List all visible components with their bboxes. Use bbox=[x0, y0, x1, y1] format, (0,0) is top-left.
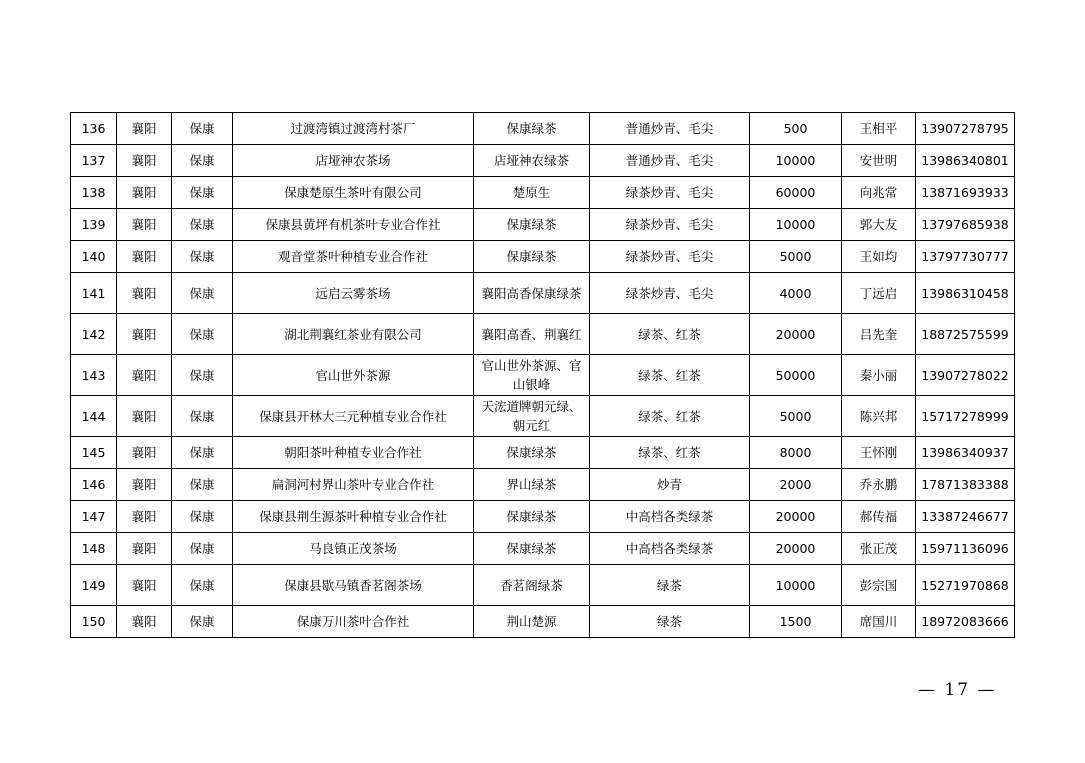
output-cell: 5000 bbox=[750, 241, 842, 273]
row-number: 145 bbox=[71, 437, 117, 469]
table-row bbox=[71, 355, 1015, 396]
county-cell: 保康 bbox=[172, 113, 233, 145]
row-number: 136 bbox=[71, 113, 117, 145]
row-number: 142 bbox=[71, 314, 117, 355]
contact-cell: 安世明 bbox=[842, 145, 916, 177]
table-row bbox=[71, 314, 1015, 355]
county-cell: 保康 bbox=[172, 355, 233, 396]
row-number: 144 bbox=[71, 396, 117, 437]
brand-cell: 襄阳高香保康绿茶 bbox=[474, 273, 590, 314]
phone-cell: 13871693933 bbox=[916, 177, 1015, 209]
county-cell: 保康 bbox=[172, 469, 233, 501]
enterprise-name-cell: 官山世外茶源 bbox=[233, 355, 474, 396]
county-cell: 保康 bbox=[172, 241, 233, 273]
table-row bbox=[71, 533, 1015, 565]
city-cell: 襄阳 bbox=[117, 533, 172, 565]
table-row bbox=[71, 241, 1015, 273]
row-number: 137 bbox=[71, 145, 117, 177]
phone-cell: 13986340937 bbox=[916, 437, 1015, 469]
row-number: 146 bbox=[71, 469, 117, 501]
contact-cell: 陈兴邦 bbox=[842, 396, 916, 437]
table-row bbox=[71, 469, 1015, 501]
phone-cell: 18872575599 bbox=[916, 314, 1015, 355]
phone-cell: 17871383388 bbox=[916, 469, 1015, 501]
contact-cell: 席国川 bbox=[842, 606, 916, 638]
enterprise-name-cell: 湖北荆襄红茶业有限公司 bbox=[233, 314, 474, 355]
table-row bbox=[71, 273, 1015, 314]
output-cell: 20000 bbox=[750, 501, 842, 533]
row-number: 143 bbox=[71, 355, 117, 396]
product-cell: 绿茶、红茶 bbox=[590, 314, 750, 355]
county-cell: 保康 bbox=[172, 606, 233, 638]
brand-cell: 襄阳高香、荆襄红 bbox=[474, 314, 590, 355]
brand-cell: 保康绿茶 bbox=[474, 113, 590, 145]
phone-cell: 13907278022 bbox=[916, 355, 1015, 396]
enterprise-name-cell: 观音堂茶叶种植专业合作社 bbox=[233, 241, 474, 273]
product-cell: 绿茶炒青、毛尖 bbox=[590, 177, 750, 209]
enterprise-name-cell: 保康县歇马镇香茗阁茶场 bbox=[233, 565, 474, 606]
product-cell: 绿茶 bbox=[590, 565, 750, 606]
enterprise-name-cell: 保康县黄坪有机茶叶专业合作社 bbox=[233, 209, 474, 241]
phone-cell: 15717278999 bbox=[916, 396, 1015, 437]
contact-cell: 王如均 bbox=[842, 241, 916, 273]
phone-cell: 13797685938 bbox=[916, 209, 1015, 241]
city-cell: 襄阳 bbox=[117, 314, 172, 355]
table-row bbox=[71, 606, 1015, 638]
enterprise-name-cell: 马良镇正茂茶场 bbox=[233, 533, 474, 565]
row-number: 148 bbox=[71, 533, 117, 565]
output-cell: 4000 bbox=[750, 273, 842, 314]
brand-cell: 官山世外茶源、官山银峰 bbox=[474, 355, 590, 396]
tea-enterprise-table bbox=[70, 112, 1015, 638]
product-cell: 中高档各类绿茶 bbox=[590, 533, 750, 565]
contact-cell: 向兆常 bbox=[842, 177, 916, 209]
table-row bbox=[71, 145, 1015, 177]
city-cell: 襄阳 bbox=[117, 501, 172, 533]
product-cell: 炒青 bbox=[590, 469, 750, 501]
city-cell: 襄阳 bbox=[117, 396, 172, 437]
phone-cell: 13797730777 bbox=[916, 241, 1015, 273]
output-cell: 20000 bbox=[750, 314, 842, 355]
row-number: 149 bbox=[71, 565, 117, 606]
enterprise-name-cell: 保康万川茶叶合作社 bbox=[233, 606, 474, 638]
output-cell: 20000 bbox=[750, 533, 842, 565]
brand-cell: 楚原生 bbox=[474, 177, 590, 209]
row-number: 147 bbox=[71, 501, 117, 533]
product-cell: 绿茶炒青、毛尖 bbox=[590, 241, 750, 273]
county-cell: 保康 bbox=[172, 501, 233, 533]
city-cell: 襄阳 bbox=[117, 113, 172, 145]
output-cell: 10000 bbox=[750, 145, 842, 177]
county-cell: 保康 bbox=[172, 533, 233, 565]
output-cell: 10000 bbox=[750, 209, 842, 241]
city-cell: 襄阳 bbox=[117, 209, 172, 241]
city-cell: 襄阳 bbox=[117, 241, 172, 273]
table-row bbox=[71, 565, 1015, 606]
enterprise-name-cell: 过渡湾镇过渡湾村茶厂 bbox=[233, 113, 474, 145]
city-cell: 襄阳 bbox=[117, 145, 172, 177]
city-cell: 襄阳 bbox=[117, 606, 172, 638]
city-cell: 襄阳 bbox=[117, 469, 172, 501]
product-cell: 绿茶 bbox=[590, 606, 750, 638]
contact-cell: 乔永鹏 bbox=[842, 469, 916, 501]
brand-cell: 保康绿茶 bbox=[474, 501, 590, 533]
brand-cell: 保康绿茶 bbox=[474, 437, 590, 469]
phone-cell: 18972083666 bbox=[916, 606, 1015, 638]
phone-cell: 13986340801 bbox=[916, 145, 1015, 177]
phone-cell: 13387246677 bbox=[916, 501, 1015, 533]
page-number: — 17 — bbox=[918, 680, 997, 700]
product-cell: 绿茶、红茶 bbox=[590, 355, 750, 396]
phone-cell: 13907278795 bbox=[916, 113, 1015, 145]
row-number: 138 bbox=[71, 177, 117, 209]
product-cell: 绿茶、红茶 bbox=[590, 437, 750, 469]
city-cell: 襄阳 bbox=[117, 355, 172, 396]
output-cell: 2000 bbox=[750, 469, 842, 501]
brand-cell: 界山绿茶 bbox=[474, 469, 590, 501]
product-cell: 绿茶炒青、毛尖 bbox=[590, 209, 750, 241]
contact-cell: 丁远启 bbox=[842, 273, 916, 314]
enterprise-name-cell: 保康县开林大三元种植专业合作社 bbox=[233, 396, 474, 437]
enterprise-name-cell: 保康楚原生茶叶有限公司 bbox=[233, 177, 474, 209]
table-body bbox=[71, 113, 1015, 638]
output-cell: 60000 bbox=[750, 177, 842, 209]
contact-cell: 王怀刚 bbox=[842, 437, 916, 469]
row-number: 150 bbox=[71, 606, 117, 638]
brand-cell: 保康绿茶 bbox=[474, 241, 590, 273]
enterprise-name-cell: 扁洞河村界山茶叶专业合作社 bbox=[233, 469, 474, 501]
brand-cell: 保康绿茶 bbox=[474, 533, 590, 565]
output-cell: 500 bbox=[750, 113, 842, 145]
county-cell: 保康 bbox=[172, 177, 233, 209]
output-cell: 50000 bbox=[750, 355, 842, 396]
county-cell: 保康 bbox=[172, 314, 233, 355]
city-cell: 襄阳 bbox=[117, 565, 172, 606]
table-row bbox=[71, 113, 1015, 145]
phone-cell: 15271970868 bbox=[916, 565, 1015, 606]
contact-cell: 郭大友 bbox=[842, 209, 916, 241]
table-row bbox=[71, 501, 1015, 533]
output-cell: 1500 bbox=[750, 606, 842, 638]
contact-cell: 彭宗国 bbox=[842, 565, 916, 606]
brand-cell: 荆山楚源 bbox=[474, 606, 590, 638]
county-cell: 保康 bbox=[172, 145, 233, 177]
phone-cell: 13986310458 bbox=[916, 273, 1015, 314]
output-cell: 10000 bbox=[750, 565, 842, 606]
product-cell: 普通炒青、毛尖 bbox=[590, 113, 750, 145]
row-number: 139 bbox=[71, 209, 117, 241]
enterprise-name-cell: 朝阳茶叶种植专业合作社 bbox=[233, 437, 474, 469]
county-cell: 保康 bbox=[172, 209, 233, 241]
product-cell: 普通炒青、毛尖 bbox=[590, 145, 750, 177]
product-cell: 绿茶炒青、毛尖 bbox=[590, 273, 750, 314]
county-cell: 保康 bbox=[172, 437, 233, 469]
contact-cell: 吕先奎 bbox=[842, 314, 916, 355]
city-cell: 襄阳 bbox=[117, 177, 172, 209]
row-number: 141 bbox=[71, 273, 117, 314]
county-cell: 保康 bbox=[172, 565, 233, 606]
output-cell: 8000 bbox=[750, 437, 842, 469]
city-cell: 襄阳 bbox=[117, 273, 172, 314]
brand-cell: 店垭神农绿茶 bbox=[474, 145, 590, 177]
contact-cell: 郝传福 bbox=[842, 501, 916, 533]
table-row bbox=[71, 396, 1015, 437]
phone-cell: 15971136096 bbox=[916, 533, 1015, 565]
product-cell: 中高档各类绿茶 bbox=[590, 501, 750, 533]
brand-cell: 保康绿茶 bbox=[474, 209, 590, 241]
enterprise-name-cell: 店垭神农茶场 bbox=[233, 145, 474, 177]
county-cell: 保康 bbox=[172, 273, 233, 314]
product-cell: 绿茶、红茶 bbox=[590, 396, 750, 437]
output-cell: 5000 bbox=[750, 396, 842, 437]
table-row bbox=[71, 177, 1015, 209]
contact-cell: 秦小丽 bbox=[842, 355, 916, 396]
brand-cell: 天浤道牌朝元绿、朝元红 bbox=[474, 396, 590, 437]
county-cell: 保康 bbox=[172, 396, 233, 437]
brand-cell: 香茗阁绿茶 bbox=[474, 565, 590, 606]
contact-cell: 张正茂 bbox=[842, 533, 916, 565]
enterprise-name-cell: 远启云雾茶场 bbox=[233, 273, 474, 314]
enterprise-name-cell: 保康县荆生源茶叶种植专业合作社 bbox=[233, 501, 474, 533]
table-row bbox=[71, 437, 1015, 469]
row-number: 140 bbox=[71, 241, 117, 273]
table-row bbox=[71, 209, 1015, 241]
city-cell: 襄阳 bbox=[117, 437, 172, 469]
contact-cell: 王相平 bbox=[842, 113, 916, 145]
